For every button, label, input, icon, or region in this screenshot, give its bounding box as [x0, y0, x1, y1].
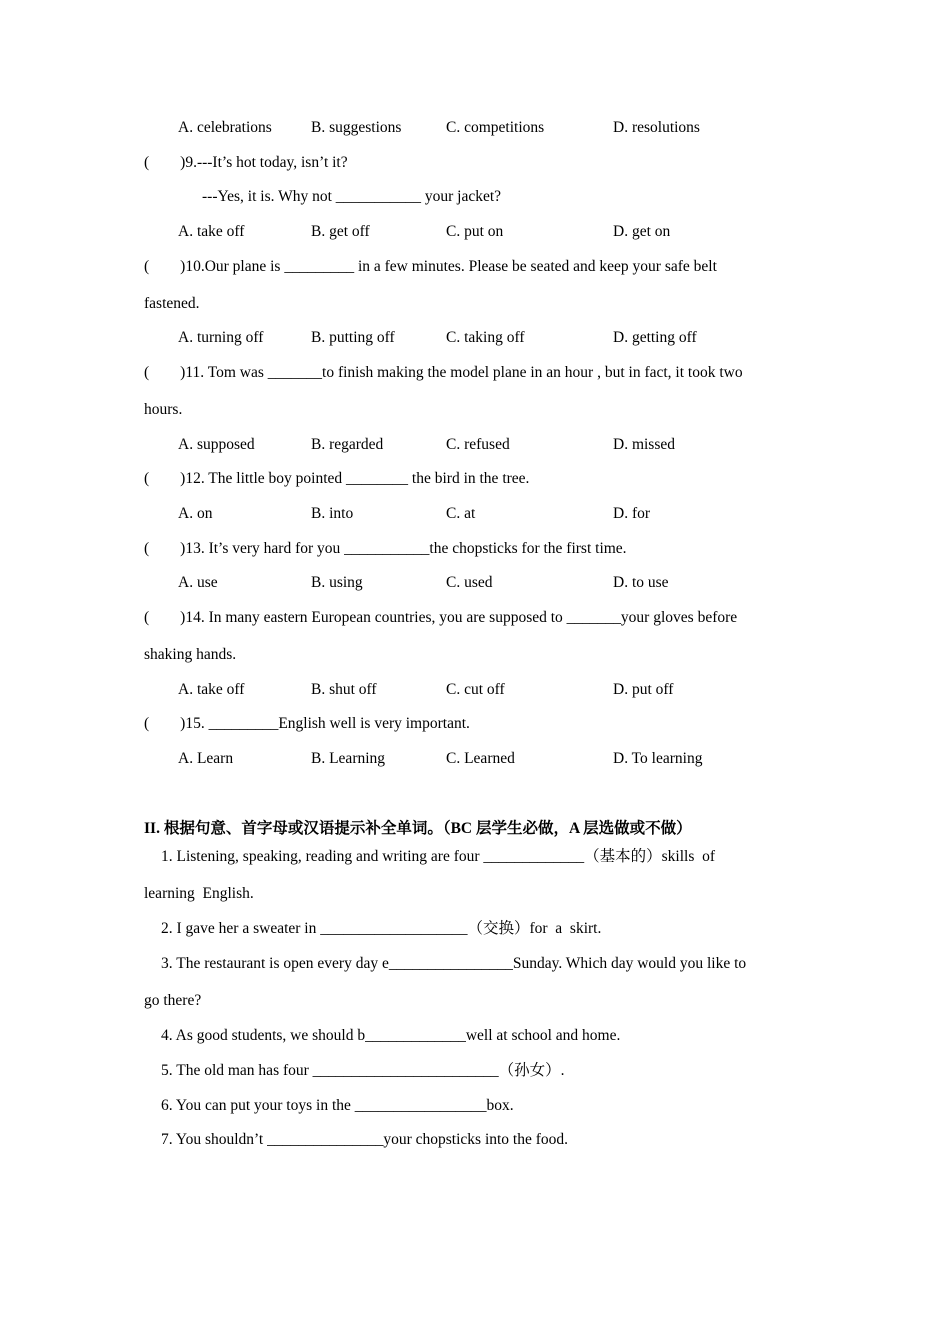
q11-option-a: A. supposed: [178, 436, 255, 453]
q12-option-a: A. on: [178, 505, 213, 522]
q13-option-c: C. used: [446, 574, 493, 591]
q15-option-c: C. Learned: [446, 750, 515, 767]
q14-stem: ( )14. In many eastern European countries, you are supposed to _______your gloves before: [144, 609, 738, 626]
fill-item-6: 6. You can put your toys in the _________________box.: [161, 1097, 514, 1114]
q12-option-b: B. into: [311, 505, 354, 522]
fill-item-2: 2. I gave her a sweater in ___________________（交换）for a skirt.: [161, 920, 602, 937]
q12-option-d: D. for: [613, 505, 651, 522]
q8-option-c: C. competitions: [446, 119, 545, 136]
q13-option-a: A. use: [178, 574, 218, 591]
q10-option-a: A. turning off: [178, 329, 264, 346]
q13-option-d: D. to use: [613, 574, 669, 591]
q15-option-d: D. To learning: [613, 750, 703, 767]
q9-option-b: B. get off: [311, 223, 370, 240]
q10-option-d: D. getting off: [613, 329, 697, 346]
fill-item-1-cont: learning English.: [144, 885, 254, 902]
q8-option-a: A. celebrations: [178, 119, 272, 136]
q15-option-a: A. Learn: [178, 750, 234, 767]
q13-option-b: B. using: [311, 574, 363, 591]
fill-item-3: 3. The restaurant is open every day e________________Sunday. Which day would you like to: [161, 955, 747, 972]
q11-stem: ( )11. Tom was _______to finish making the model plane in an hour , but in fact, it took two: [144, 364, 743, 381]
q10-stem-2: fastened.: [144, 295, 200, 312]
q10-option-b: B. putting off: [311, 329, 395, 346]
fill-item-1: 1. Listening, speaking, reading and writing are four _____________（基本的）skills of: [161, 848, 716, 865]
q8-option-d: D. resolutions: [613, 119, 700, 136]
q12-stem: ( )12. The little boy pointed ________ the bird in the tree.: [144, 470, 530, 487]
q15-option-b: B. Learning: [311, 750, 386, 767]
q11-option-b: B. regarded: [311, 436, 384, 453]
fill-item-7: 7. You shouldn’t _______________your chopsticks into the food.: [161, 1131, 569, 1148]
q14-option-b: B. shut off: [311, 681, 377, 698]
q12-option-c: C. at: [446, 505, 476, 522]
q9-stem-2: ---Yes, it is. Why not ___________ your jacket?: [202, 188, 502, 205]
fill-item-3-cont: go there?: [144, 992, 202, 1009]
fill-item-5: 5. The old man has four ________________________（孙女）.: [161, 1062, 565, 1079]
q8-option-b: B. suggestions: [311, 119, 402, 136]
q11-stem-2: hours.: [144, 401, 183, 418]
q14-option-c: C. cut off: [446, 681, 505, 698]
fill-item-4: 4. As good students, we should b_____________well at school and home.: [161, 1027, 621, 1044]
q9-option-c: C. put on: [446, 223, 504, 240]
q9-stem: ( )9.---It’s hot today, isn’t it?: [144, 154, 348, 171]
q15-stem: ( )15. _________English well is very important.: [144, 715, 470, 732]
q11-option-c: C. refused: [446, 436, 510, 453]
section-2-heading: II. 根据句意、首字母或汉语提示补全单词。（BC 层学生必做，A 层选做或不做）: [144, 820, 692, 837]
q13-stem: ( )13. It’s very hard for you ___________the chopsticks for the first time.: [144, 540, 627, 557]
q9-option-a: A. take off: [178, 223, 245, 240]
q14-option-a: A. take off: [178, 681, 245, 698]
q10-option-c: C. taking off: [446, 329, 525, 346]
q10-stem: ( )10.Our plane is _________ in a few minutes. Please be seated and keep your safe belt: [144, 258, 717, 275]
q9-option-d: D. get on: [613, 223, 671, 240]
q14-option-d: D. put off: [613, 681, 674, 698]
q11-option-d: D. missed: [613, 436, 675, 453]
q14-stem-2: shaking hands.: [144, 646, 237, 663]
